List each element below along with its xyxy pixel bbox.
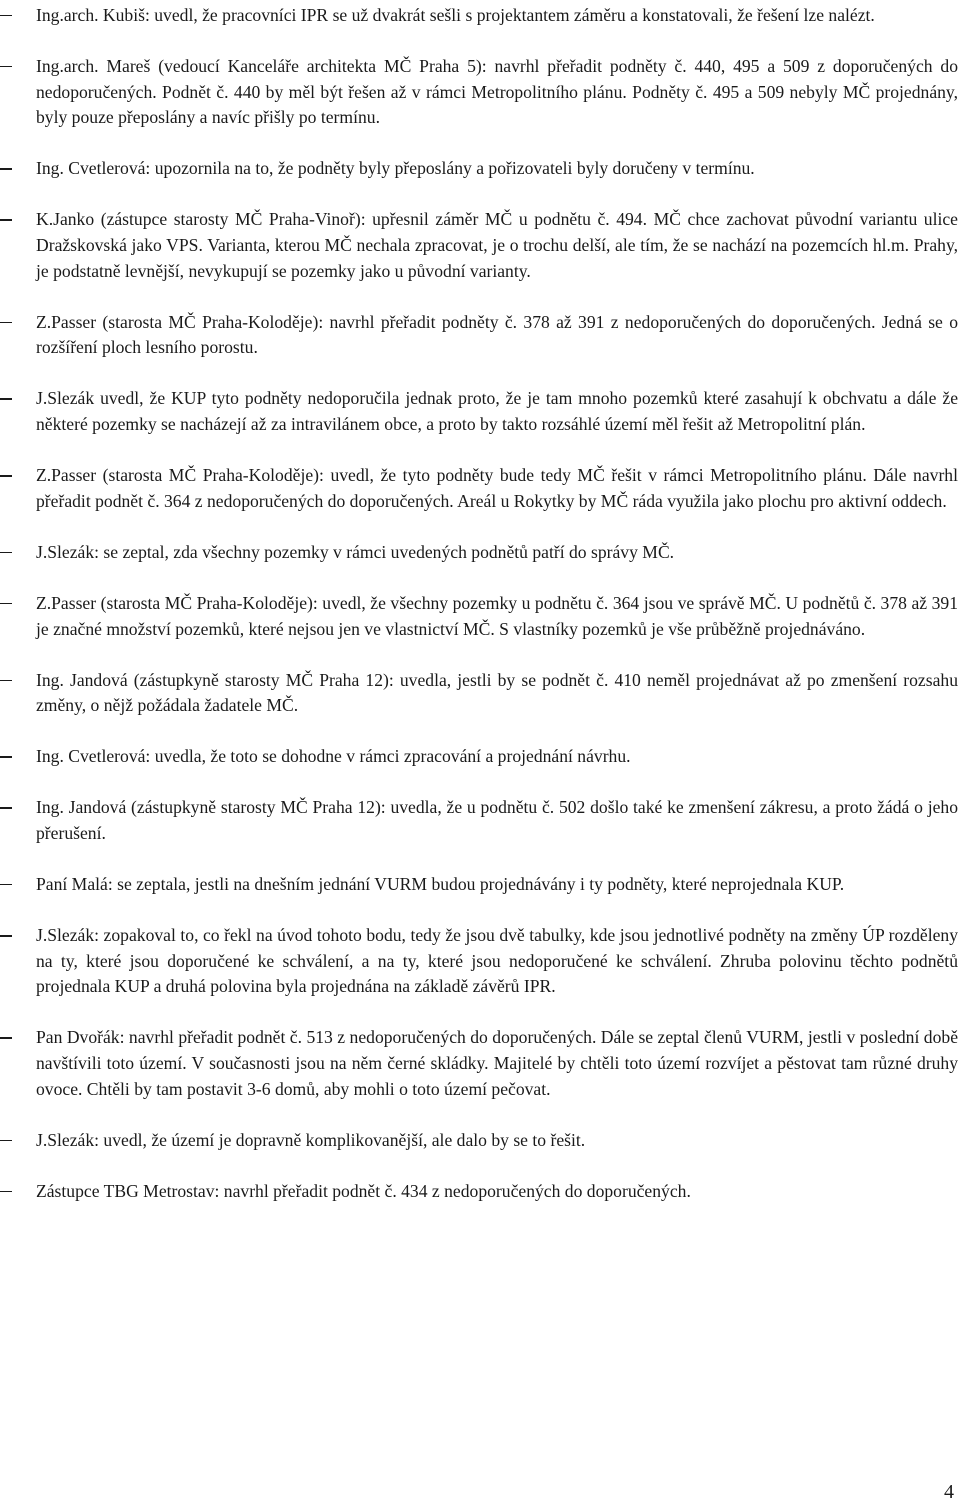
paragraph-text: Paní Malá: se zeptala, jestli na dnešním jednání VURM budou projednávány i ty podněty, které neprojednala KUP.: [36, 874, 845, 895]
list-item: [0, 1128, 960, 1154]
dash-bullet-icon: [0, 756, 12, 757]
dash-bullet-icon: [0, 1037, 12, 1038]
list-item: [0, 156, 960, 182]
paragraph-text: J.Slezák: uvedl, že území je dopravně komplikovanější, ale dalo by se to řešit.: [36, 1129, 586, 1150]
paragraph-text: Pan Dvořák: navrhl přeřadit podnět č. 513 z nedoporučených do doporučených. Dále se zeptal členů VURM, jestli v poslední době navštívili toto území. V současnosti jsou na něm černé skládky. Majitelé by chtěli toto území rozvíjet a pěstovat tam různé druhy ovoce. Chtěli by tam postavit 3-6 domů, aby mohli o toto území pečovat.: [36, 1027, 958, 1099]
dash-bullet-icon: [0, 1191, 12, 1192]
list-item: [0, 1179, 960, 1205]
paragraph-text: J.Slezák: se zeptal, zda všechny pozemky v rámci uvedených podnětů patří do správy MČ.: [36, 541, 675, 562]
list-item: [0, 591, 960, 642]
dash-bullet-icon: [0, 680, 12, 681]
paragraph-text: Ing. Cvetlerová: uvedla, že toto se dohodne v rámci zpracování a projednání návrhu.: [36, 746, 631, 767]
list-item: [0, 1025, 960, 1102]
dash-bullet-icon: [0, 1140, 12, 1141]
paragraph-text: Z.Passer (starosta MČ Praha-Koloděje): uvedl, že všechny pozemky u podnětu č. 364 jsou ve správě MČ. U podnětů č. 378 až 391 je značné množství pozemků, které nejsou jen ve vlastnictví MČ. S vlastníky pozemků je vše průběžně projednáváno.: [36, 592, 958, 639]
list-item: [0, 310, 960, 361]
dash-bullet-icon: [0, 322, 12, 323]
page-number: 4: [944, 1481, 954, 1503]
dash-bullet-icon: [0, 603, 12, 604]
paragraph-text: Ing. Jandová (zástupkyně starosty MČ Praha 12): uvedla, že u podnětu č. 502 došlo také ke zmenšení zákresu, a proto žádá o jeho přerušení.: [36, 797, 958, 843]
dash-bullet-icon: [0, 475, 12, 476]
list-item: [0, 3, 960, 29]
list-item: [0, 540, 960, 566]
list-item: [0, 923, 960, 1000]
dash-bullet-icon: [0, 398, 12, 399]
paragraph-text: Z.Passer (starosta MČ Praha-Koloděje): navrhl přeřadit podněty č. 378 až 391 z nedoporučených do doporučených. Jedná se o rozšíření ploch lesního porostu.: [36, 311, 958, 358]
dash-bullet-icon: [0, 66, 12, 67]
paragraph-text: Ing. Cvetlerová: upozornila na to, že podněty byly přeposlány a pořizovateli byly doručeny v termínu.: [36, 158, 755, 179]
dash-bullet-icon: [0, 552, 12, 553]
dash-bullet-icon: [0, 219, 12, 220]
paragraph-text: J.Slezák uvedl, že KUP tyto podněty nedoporučila jednak proto, že je tam mnoho pozemků které zasahují k obchvatu a dále že některé pozemky se nacházejí až za intravilánem obce, a proto by takto rozsáhlé území měl řešit až Metropolitní plán.: [36, 388, 958, 435]
list-item: [0, 207, 960, 284]
paragraph-text: Ing.arch. Mareš (vedoucí Kanceláře architekta MČ Praha 5): navrhl přeřadit podněty č. 440, 495 a 509 z doporučených do nedoporučených. Podnět č. 440 by měl být řešen až v rámci Metropolitního plánu. Podněty č. 495 a 509 nebyly MČ projednány, byly pouze přeposlány a navíc přišly po termínu.: [36, 56, 958, 128]
paragraph-text: J.Slezák: zopakoval to, co řekl na úvod tohoto bodu, tedy že jsou dvě tabulky, kde jsou jednotlivé podněty na změny ÚP rozděleny na ty, které jsou doporučené ke schválení, a na ty, které jsou nedoporučené ke schválení. Zhruba polovinu těchto podnětů projednala KUP a druhá polovina byla projednána na základě závěrů IPR.: [36, 925, 958, 997]
paragraph-text: Ing.arch. Kubiš: uvedl, že pracovníci IPR se už dvakrát sešli s projektantem záměru a konstatovali, že řešení lze nalézt.: [36, 5, 875, 25]
dash-bullet-icon: [0, 15, 12, 16]
list-item: [0, 463, 960, 514]
list-item: [0, 54, 960, 131]
paragraph-text: Ing. Jandová (zástupkyně starosty MČ Praha 12): uvedla, jestli by se podnět č. 410 neměl projednávat až po zmenšení rozsahu změny, o nějž požádala žadatele MČ.: [36, 669, 958, 716]
dash-bullet-icon: [0, 807, 12, 808]
paragraph-text: Zástupce TBG Metrostav: navrhl přeřadit podnět č. 434 z nedoporučených do doporučených.: [36, 1180, 691, 1201]
paragraph-text: Z.Passer (starosta MČ Praha-Koloděje): uvedl, že tyto podněty bude tedy MČ řešit v rámci Metropolitního plánu. Dále navrhl přeřadit podnět č. 364 z nedoporučených do doporučených. Areál u Rokytky by MČ ráda využila jako plochu pro aktivní oddech.: [36, 465, 958, 511]
dash-bullet-icon: [0, 935, 12, 936]
list-item: [0, 872, 960, 898]
paragraph-text: K.Janko (zástupce starosty MČ Praha-Vinoř): upřesnil záměr MČ u podnětu č. 494. MČ chce zachovat původní variantu ulice Dražskovská jako VPS. Varianta, kterou MČ nechala zpracovat, je o trochu delší, ale tím, že se nachází na pozemcích hl.m. Prahy, je podstatně levnější, nevykupují se pozemky jako u původní varianty.: [36, 209, 958, 281]
dash-bullet-icon: [0, 884, 12, 885]
list-item: [0, 744, 960, 770]
list-item: [0, 795, 960, 846]
list-item: [0, 386, 960, 437]
dash-bullet-icon: [0, 168, 12, 169]
list-item: [0, 668, 960, 719]
minutes-list: [0, 3, 960, 1230]
